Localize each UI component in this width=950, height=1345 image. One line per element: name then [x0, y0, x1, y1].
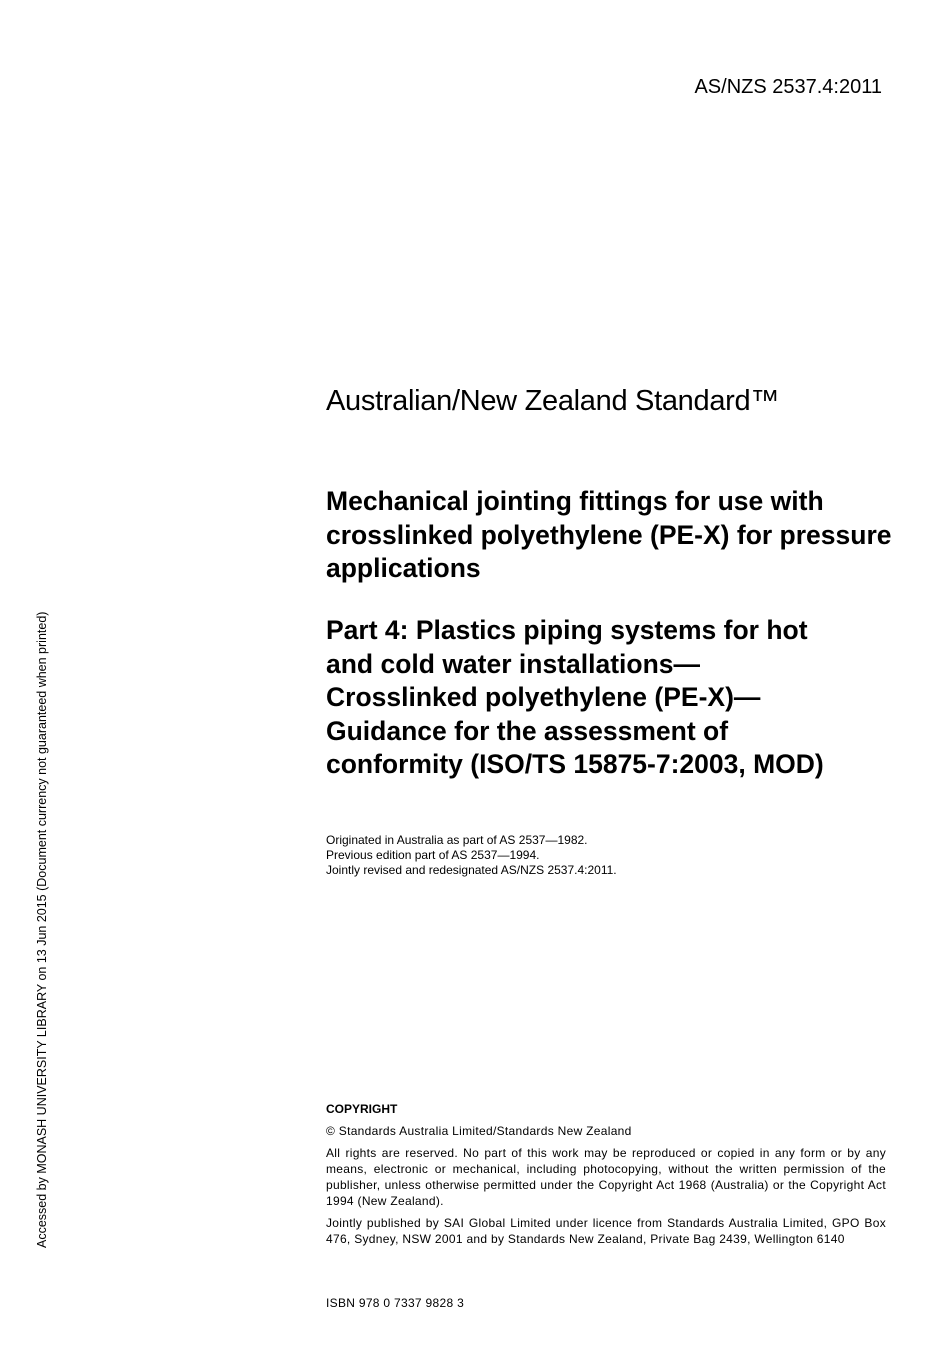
- publisher-text: Jointly published by SAI Global Limited under licence from Standards Australia Limited, GPO Box 476, Sydney, NSW 2001 and by Standards New Zealand, Private Bag 2439, Wellington 6140: [326, 1216, 886, 1246]
- copyright-section: [326, 1101, 886, 1253]
- series-title: Australian/New Zealand Standard™: [326, 385, 780, 417]
- copyright-heading: COPYRIGHT: [326, 1102, 398, 1116]
- copyright-owner: © Standards Australia Limited/Standards New Zealand: [326, 1124, 632, 1138]
- standard-number: AS/NZS 2537.4:2011: [694, 76, 882, 98]
- isbn: ISBN 978 0 7337 9828 3: [326, 1296, 465, 1310]
- part-title: Part 4: Plastics piping systems for hot and cold water installations— Crosslinked polyethylene (PE-X)— Guidance for the assessment of conformity (ISO/TS 15875-7:2003, MOD): [326, 615, 824, 779]
- document-title: Mechanical jointing fittings for use with crosslinked polyethylene (PE-X) for pressure applications: [326, 486, 892, 583]
- history-line: Jointly revised and redesignated AS/NZS 2537.4:2011.: [326, 863, 617, 877]
- history-line: Originated in Australia as part of AS 2537—1982.: [326, 833, 588, 847]
- copyright-rights-text: All rights are reserved. No part of this work may be reproduced or copied in any form or by any means, electronic or mechanical, including photocopying, without the written permission of the publisher, unless otherwise permitted under the Copyright Act 1968 (Australia) or the Copyright Act 1994 (New Zealand).: [326, 1146, 886, 1208]
- history-line: Previous edition part of AS 2537—1994.: [326, 848, 540, 862]
- access-watermark-note: Accessed by MONASH UNIVERSITY LIBRARY on 13 Jun 2015 (Document currency not guaranteed when printed): [35, 611, 49, 1248]
- publication-history: [326, 833, 617, 878]
